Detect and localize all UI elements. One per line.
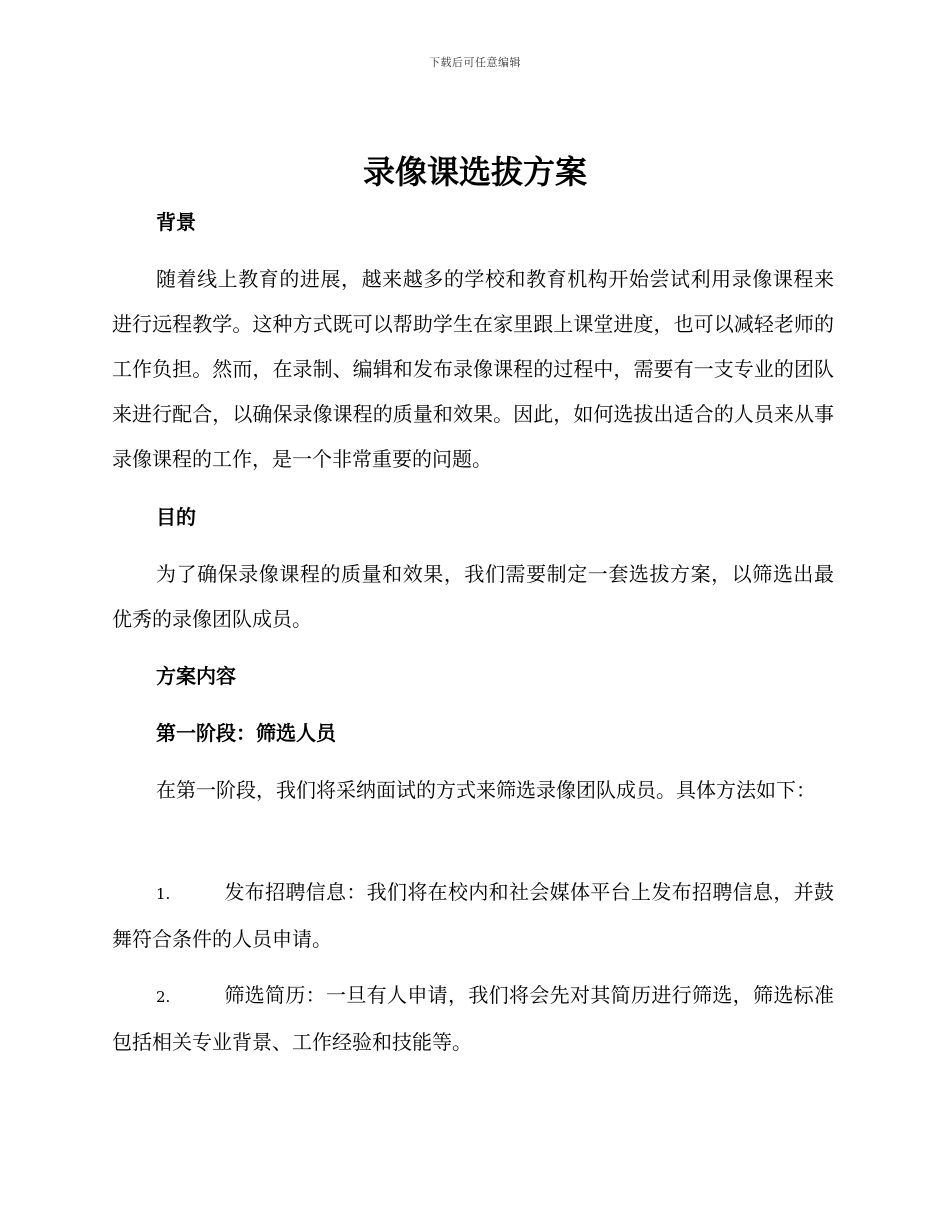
document-title: 录像课选拔方案 <box>362 153 587 191</box>
list-item-number: 2. <box>156 988 171 1006</box>
background-paragraph: 随着线上教育的进展，越来越多的学校和教育机构开始尝试利用录像课程来进行远程教学。这种方式既可以帮助学生在家里跟上课堂进度，也可以减轻老师的工作负担。然而，在录制、编辑和发布录像课程的过程中，需要有一支专业的团队来进行配合，以确保录像课程的质量和效果。因此，如何选拔出适合的人员来从事录像课程的工作，是一个非常重要的问题。 <box>112 267 834 471</box>
list-item <box>112 973 834 1065</box>
list-item <box>112 870 834 962</box>
list-item-text: 发布招聘信息：我们将在校内和社会媒体平台上发布招聘信息，并鼓舞符合条件的人员申请。 <box>112 880 834 951</box>
purpose-paragraph: 为了确保录像课程的质量和效果，我们需要制定一套选拔方案，以筛选出最优秀的录像团队成员。 <box>112 562 834 631</box>
section-heading-plan: 方案内容 <box>156 664 236 688</box>
page-header-note: 下载后可任意编辑 <box>429 56 521 69</box>
list-item-number: 1. <box>156 885 171 903</box>
section-heading-purpose: 目的 <box>156 505 196 529</box>
stage1-intro-paragraph: 在第一阶段，我们将采纳面试的方式来筛选录像团队成员。具体方法如下： <box>156 778 816 802</box>
stage1-heading: 第一阶段：筛选人员 <box>156 721 336 745</box>
section-heading-background: 背景 <box>156 210 196 234</box>
list-item-text: 筛选简历：一旦有人申请，我们将会先对其简历进行筛选，筛选标准包括相关专业背景、工作经验和技能等。 <box>112 983 834 1054</box>
